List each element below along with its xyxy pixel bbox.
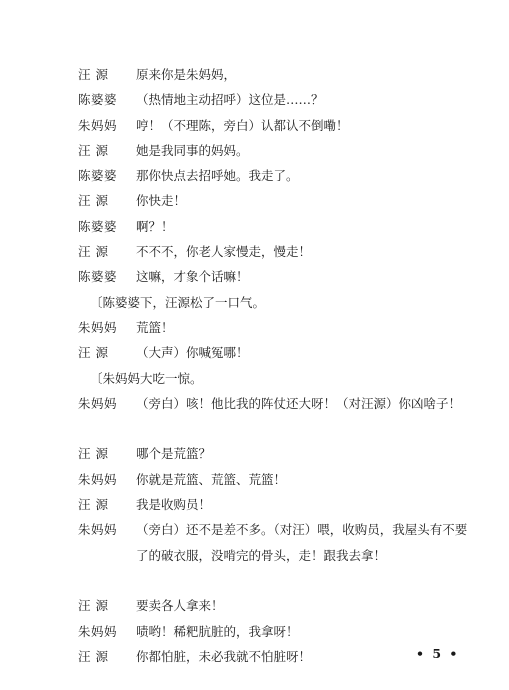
stage-direction: 〔朱妈妈大吃一惊。 [90, 370, 203, 386]
dialogue-line [78, 619, 478, 644]
speaker-name: 汪 源 [78, 497, 109, 513]
dialogue-line [78, 87, 478, 112]
dialogue-line [78, 492, 478, 517]
dialogue-text: 啧哟！稀粑肮脏的，我拿呀！ [136, 623, 299, 639]
dialogue-line [78, 340, 478, 365]
speaker-name: 汪 源 [78, 244, 109, 260]
dialogue-text: 那你快点去招呼她。我走了。 [136, 168, 299, 184]
speaker-name: 朱妈妈 [78, 319, 118, 335]
dialogue-text: （大声）你喊冤哪！ [136, 345, 249, 361]
dialogue-line [78, 391, 478, 442]
dialogue-text: 原来你是朱妈妈， [136, 67, 237, 82]
dialogue-text: 不不不，你老人家慢走，慢走！ [136, 244, 312, 260]
speaker-name: 汪 源 [78, 67, 109, 82]
speaker-name: 汪 源 [78, 648, 109, 664]
dialogue-line [78, 188, 478, 213]
speaker-name: 陈婆婆 [78, 168, 118, 184]
dialogue-text: 你都怕脏，未必我就不怕脏呀！ [136, 648, 312, 664]
dialogue-text: 我是收购员！ [136, 497, 212, 513]
dialogue-text: （旁白）咳！他比我的阵仗还大呀！（对汪源）你凶啥子！ [136, 395, 462, 411]
speaker-name: 朱妈妈 [78, 623, 118, 639]
dialogue-line [78, 264, 478, 289]
speaker-name: 汪 源 [78, 142, 109, 158]
dialogue-text: 你就是荒篮、荒篮、荒篮！ [136, 471, 287, 487]
dialogue-text: 哼！（不理陈，旁白）认都认不倒嘞！ [136, 117, 349, 133]
page-number: • 5 • [416, 646, 460, 661]
dialogue-text: 哪个是荒篮？ [136, 446, 212, 462]
dialogue-line [78, 315, 478, 340]
dialogue-line [78, 467, 478, 492]
dialogue-line [78, 113, 478, 138]
speaker-name: 朱妈妈 [78, 395, 118, 411]
dialogue-text: （旁白）还不是差不多。（对汪）喂，收购员，我屋头有不要了的破衣服，没啃完的骨头，走！跟我去拿！ [136, 522, 468, 563]
speaker-name: 朱妈妈 [78, 522, 118, 538]
dialogue-text: 荒篮！ [136, 319, 174, 335]
dialogue-line [78, 138, 478, 163]
speaker-name: 陈婆婆 [78, 92, 118, 108]
stage-direction: 〔陈婆婆下，汪源松了一口气。 [90, 294, 266, 310]
dialogue-line [78, 214, 478, 239]
speaker-name: 汪 源 [78, 598, 109, 614]
dialogue-text: 这嘛，才象个话嘛！ [136, 269, 249, 285]
play-script [78, 62, 478, 669]
dialogue-line [78, 62, 478, 87]
speaker-name: 汪 源 [78, 446, 109, 462]
speaker-name: 汪 源 [78, 193, 109, 209]
dialogue-line [78, 593, 478, 618]
dialogue-text: 你快走！ [136, 193, 187, 209]
dialogue-line [78, 517, 478, 593]
speaker-name: 陈婆婆 [78, 218, 118, 234]
speaker-name: 朱妈妈 [78, 117, 118, 133]
speaker-name: 汪 源 [78, 345, 109, 361]
dialogue-text: 她是我同事的妈妈。 [136, 142, 249, 158]
dialogue-line [78, 163, 478, 188]
dialogue-line [78, 441, 478, 466]
speaker-name: 陈婆婆 [78, 269, 118, 285]
dialogue-line [78, 239, 478, 264]
dialogue-text: （热情地主动招呼）这位是……？ [136, 92, 324, 108]
dialogue-text: 要卖各人拿来！ [136, 598, 224, 614]
dialogue-text: 啊？！ [136, 218, 174, 234]
speaker-name: 朱妈妈 [78, 471, 118, 487]
